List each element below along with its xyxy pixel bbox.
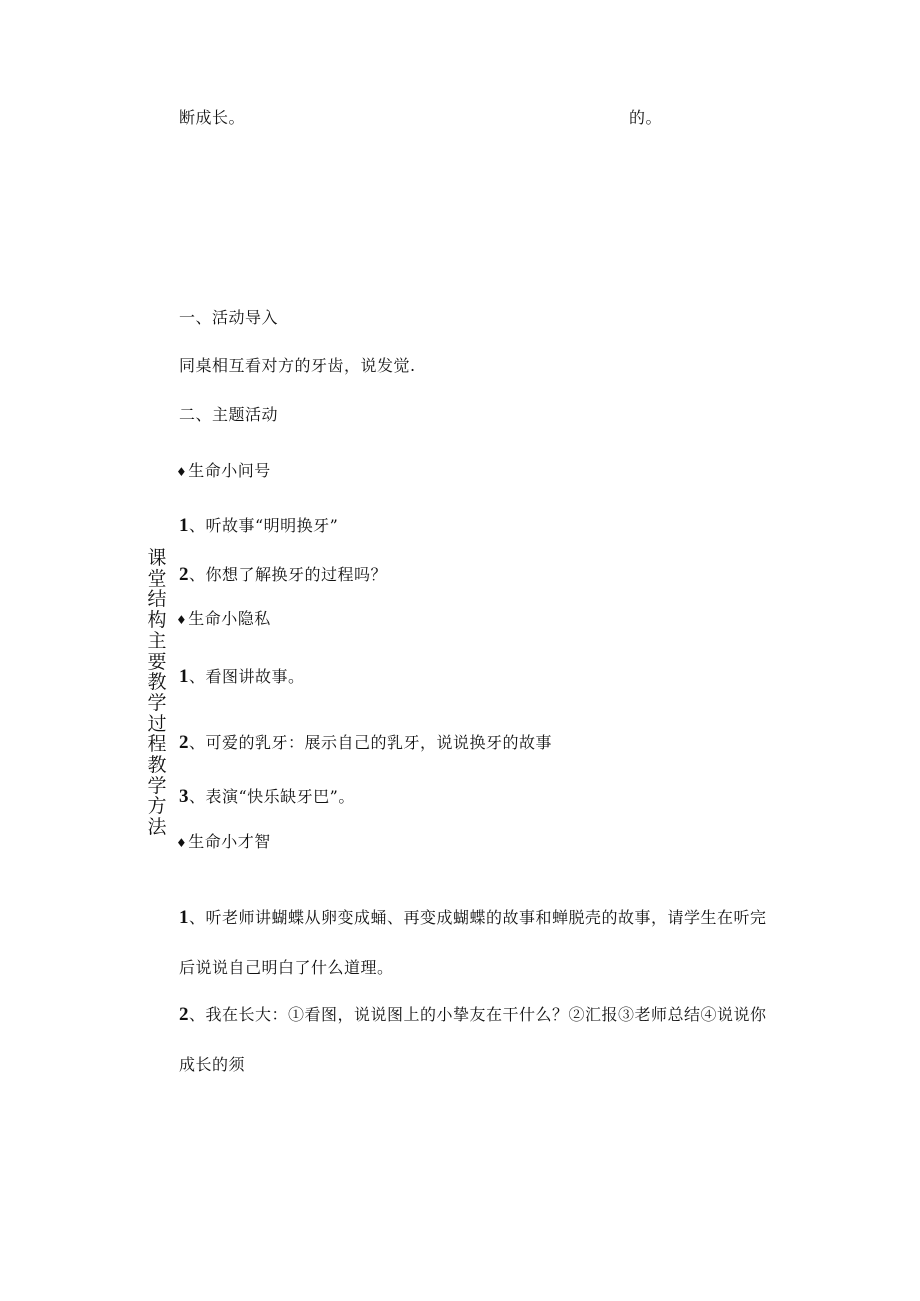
item-number: 2 <box>179 564 189 585</box>
list-item <box>179 1005 767 1025</box>
item-text: 、看图讲故事。 <box>189 667 305 686</box>
topic-title-text: 生命小隐私 <box>188 609 271 628</box>
item-number: 2 <box>179 732 189 753</box>
list-item <box>179 565 387 585</box>
item-text: 、你想了解换牙的过程吗？ <box>189 565 388 584</box>
item-text: 、我在长大：①看图，说说图上的小挚友在干什么？②汇报③老师总结④说说你 <box>189 1005 767 1024</box>
intro-text: 同桌相互看对方的牙齿，说发觉. <box>179 356 416 375</box>
item-number: 2 <box>179 1004 189 1025</box>
item-number: 1 <box>179 907 189 928</box>
item-number: 1 <box>179 666 189 687</box>
list-item <box>179 516 338 536</box>
topic-title-text: 生命小才智 <box>188 832 271 851</box>
top-right-fragment: 的。 <box>629 108 663 127</box>
main-heading: 二、主题活动 <box>179 405 279 424</box>
diamond-bullet-icon: ♦ <box>176 465 188 479</box>
item-text: 、听老师讲蝴蝶从卵变成蛹、再变成蝴蝶的故事和蝉脱壳的故事，请学生在听完 <box>189 908 767 927</box>
item-number: 3 <box>179 786 189 807</box>
list-item <box>179 667 305 687</box>
top-left-fragment: 断成长。 <box>179 108 246 127</box>
topic-title-text: 生命小问号 <box>188 461 271 480</box>
side-label: 课堂结构主要教学过程教学方法 <box>147 547 167 839</box>
topic-title <box>176 461 271 482</box>
item-number: 1 <box>179 515 189 536</box>
diamond-bullet-icon: ♦ <box>176 836 188 850</box>
item-text: 、听故事“明明换牙” <box>189 516 339 535</box>
list-item-continuation: 成长的须 <box>179 1055 246 1074</box>
list-item <box>179 787 355 807</box>
diamond-bullet-icon: ♦ <box>176 613 188 627</box>
item-text: 、表演“快乐缺牙巴”。 <box>189 787 355 806</box>
topic-title <box>176 832 271 853</box>
list-item <box>179 733 552 753</box>
list-item <box>179 908 767 928</box>
list-item-continuation: 后说说自己明白了什么道理。 <box>179 958 394 977</box>
item-text: 、可爱的乳牙：展示自己的乳牙，说说换牙的故事 <box>189 733 553 752</box>
intro-heading: 一、活动导入 <box>179 308 279 327</box>
topic-title <box>176 609 271 630</box>
